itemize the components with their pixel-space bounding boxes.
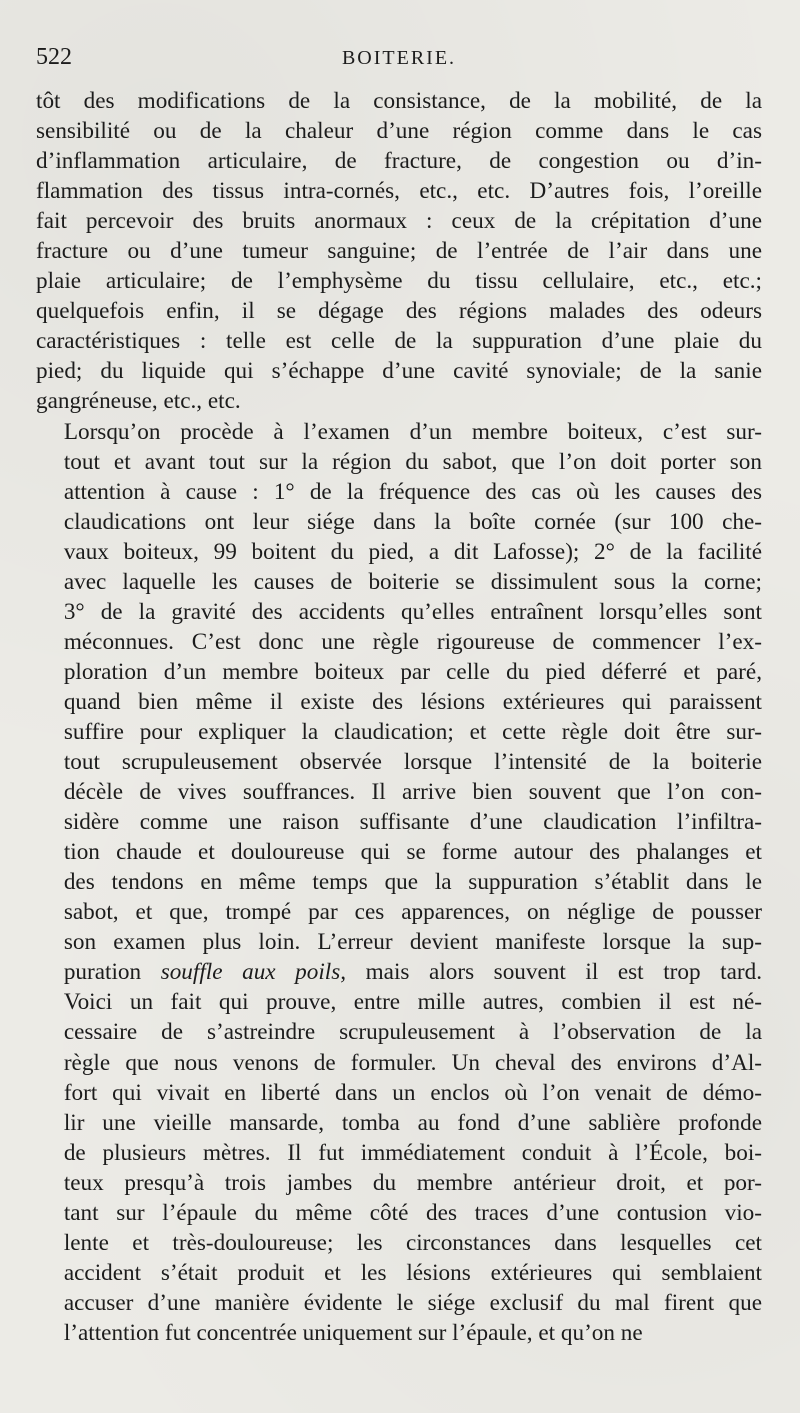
page-number: 522: [36, 44, 72, 70]
text-line: sensibilité ou de la chaleur d’une région comme dans le cas: [36, 118, 762, 145]
paragraph-1: [36, 86, 762, 417]
text-line: Voici un fait qui prouve, entre mille autres, combien il est né-: [63, 989, 762, 1016]
text-line: accuser d’une manière évidente le siége exclusif du mal firent que: [63, 1289, 762, 1316]
text-line: fracture ou d’une tumeur sanguine; de l’entrée de l’air dans une: [36, 238, 762, 265]
text-line: de plusieurs mètres. Il fut immédiatement conduit à l’École, boi-: [63, 1139, 762, 1166]
text-line: cessaire de s’astreindre scrupuleusement à l’observation de la: [63, 1019, 762, 1046]
text-line: des tendons en même temps que la suppuration s’établit dans le: [63, 869, 762, 896]
text-line: tant sur l’épaule du même côté des traces d’une contusion vio-: [63, 1199, 762, 1226]
text-line: flammation des tissus intra-cornés, etc., etc. D’autres fois, l’oreille: [36, 178, 762, 205]
text-line: 3° de la gravité des accidents qu’elles entraînent lorsqu’elles sont: [63, 598, 762, 625]
text-line: quand bien même il existe des lésions extérieures qui paraissent: [63, 688, 762, 715]
text-line: caractéristiques : telle est celle de la suppuration d’une plaie du: [36, 328, 762, 355]
paragraph-2: [36, 417, 762, 1348]
text-line: ploration d’un membre boiteux par celle du pied déferré et paré,: [63, 658, 762, 685]
text-line: tout scrupuleusement observée lorsque l’intensité de la boiterie: [63, 749, 762, 776]
text-line: tôt des modifications de la consistance, de la mobilité, de la: [36, 88, 762, 114]
text-line: attention à cause : 1° de la fréquence des cas où les causes des: [63, 478, 762, 505]
text-line: méconnues. C’est donc une règle rigoureuse de commencer l’ex-: [63, 628, 762, 655]
text-line: claudications ont leur siége dans la boîte cornée (sur 100 che-: [63, 508, 762, 535]
text-line: pied; du liquide qui s’échappe d’une cavité synoviale; de la sanie: [36, 358, 762, 385]
text-line: plaie articulaire; de l’emphysème du tissu cellulaire, etc., etc.;: [36, 268, 762, 295]
text-line: Lorsqu’on procède à l’examen d’un membre boiteux, c’est sur-: [63, 418, 762, 445]
text-line: teux presqu’à trois jambes du membre antérieur droit, et por-: [63, 1169, 762, 1196]
text-line: puration souffle aux poils, mais alors souvent il est trop tard.: [63, 959, 762, 986]
text-line: suffire pour expliquer la claudication; et cette règle doit être sur-: [63, 718, 762, 745]
text-line: sabot, et que, trompé par ces apparences, on néglige de pousser: [63, 899, 762, 926]
text-line: lente et très-douloureuse; les circonstances dans lesquelles cet: [63, 1229, 762, 1256]
text-line: quelquefois enfin, il se dégage des régions malades des odeurs: [36, 298, 762, 325]
text-line: sidère comme une raison suffisante d’une claudication l’infiltra-: [63, 809, 762, 836]
running-head: BOITERIE.: [341, 47, 457, 69]
text-line: vaux boiteux, 99 boitent du pied, a dit Lafosse); 2° de la facilité: [63, 538, 762, 565]
text-line: tout et avant tout sur la région du sabot, que l’on doit porter son: [63, 448, 762, 475]
italic-phrase: souffle aux poils,: [160, 959, 347, 986]
body-text: [36, 86, 762, 1348]
text-line: d’inflammation articulaire, de fracture, de congestion ou d’in-: [36, 148, 762, 175]
text-line: gangréneuse, etc., etc.: [36, 388, 241, 415]
page-header: [36, 28, 762, 86]
text-line: avec laquelle les causes de boiterie se dissimulent sous la corne;: [63, 568, 762, 595]
text-line: l’attention fut concentrée uniquement sur l’épaule, et qu’on ne: [63, 1319, 643, 1346]
text-line: son examen plus loin. L’erreur devient manifeste lorsque la sup-: [63, 929, 762, 956]
text-line: lir une vieille mansarde, tomba au fond d’une sablière profonde: [63, 1109, 762, 1136]
text-line: règle que nous venons de formuler. Un cheval des environs d’Al-: [63, 1049, 762, 1076]
text-line: fait percevoir des bruits anormaux : ceux de la crépitation d’une: [36, 208, 762, 235]
text-line: accident s’était produit et les lésions extérieures qui semblaient: [63, 1259, 762, 1286]
text-line: tion chaude et douloureuse qui se forme autour des phalanges et: [63, 839, 762, 866]
text-line: fort qui vivait en liberté dans un enclos où l’on venait de démo-: [63, 1079, 762, 1106]
text-line: décèle de vives souffrances. Il arrive bien souvent que l’on con-: [63, 779, 762, 806]
